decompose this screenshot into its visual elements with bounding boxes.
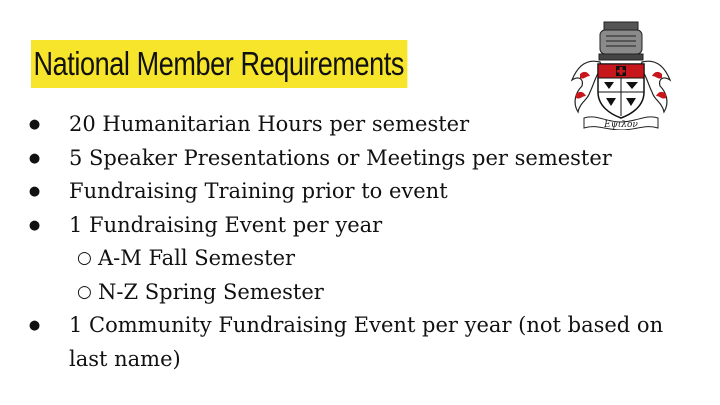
sub-list-item xyxy=(28,276,668,310)
list-item-text: 20 Humanitarian Hours per semester xyxy=(69,112,470,136)
bullet-icon: ● xyxy=(28,217,41,233)
list-item-text: 1 Fundraising Event per year xyxy=(69,212,383,237)
crest-motto: Εψιλον xyxy=(604,120,638,130)
requirements-list xyxy=(28,108,668,376)
list-item-text: 5 Speaker Presentations or Meetings per semester xyxy=(69,145,612,170)
slide-title: National Member Requirements xyxy=(31,40,407,88)
list-item xyxy=(28,108,668,142)
hollow-bullet-icon: ○ xyxy=(77,248,92,268)
sub-list-item xyxy=(28,242,668,276)
bullet-icon: ● xyxy=(28,117,41,132)
hollow-bullet-icon: ○ xyxy=(77,281,92,302)
sub-list-item-text: A-M Fall Semester xyxy=(98,246,296,270)
crest-helmet xyxy=(599,22,643,60)
sub-list-item-text: N-Z Spring Semester xyxy=(98,279,324,304)
list-item xyxy=(28,142,668,176)
list-item xyxy=(28,175,668,209)
bullet-icon: ● xyxy=(28,184,41,199)
list-item-text: 1 Community Fundraising Event per year (not based on last name) xyxy=(69,313,664,371)
list-item-text: Fundraising Training prior to event xyxy=(69,179,448,203)
bullet-icon: ● xyxy=(28,150,41,166)
list-item xyxy=(28,209,668,243)
list-item xyxy=(28,309,668,376)
bullet-icon: ● xyxy=(28,318,41,333)
